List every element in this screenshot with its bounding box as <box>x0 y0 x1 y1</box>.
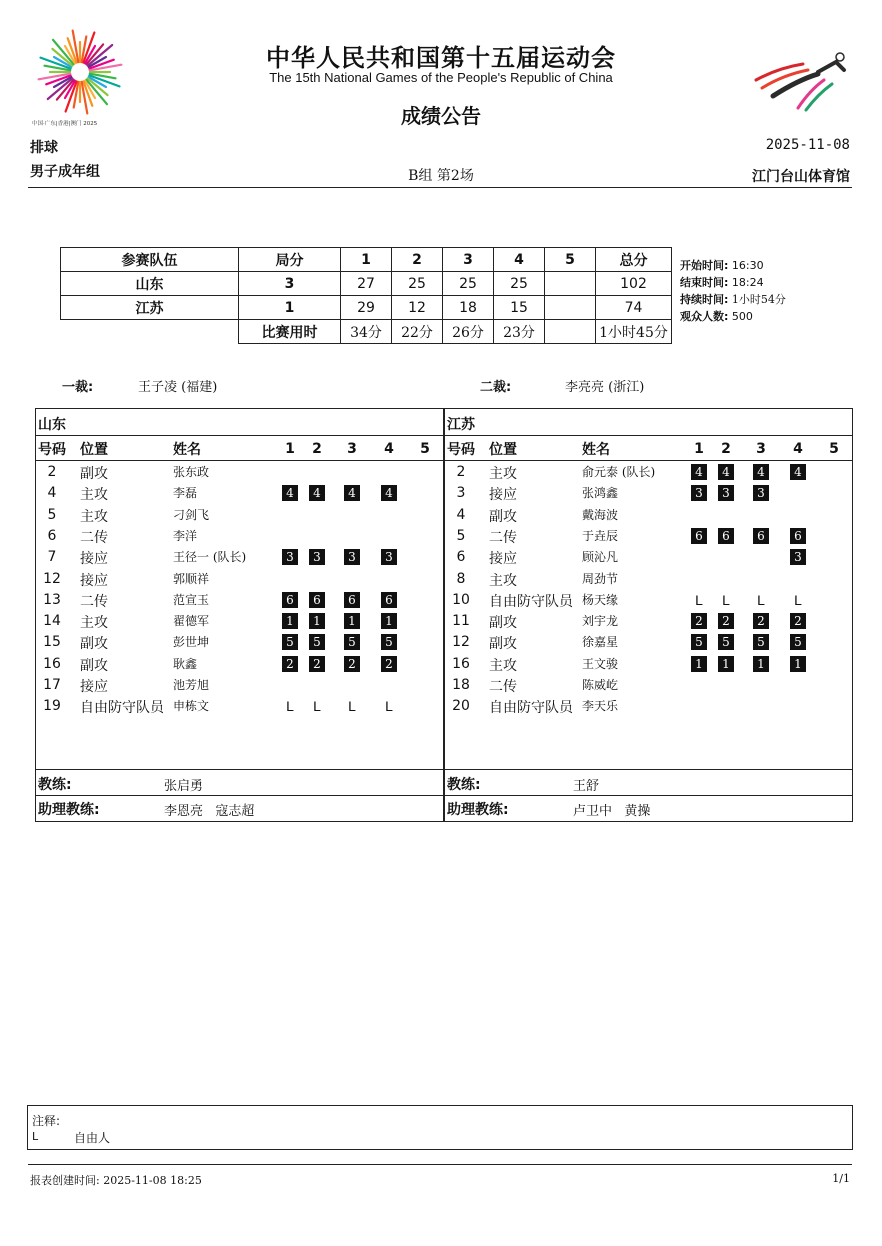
team-name: 山东 <box>61 272 239 296</box>
set-score: 25 <box>443 272 494 296</box>
set-score: 15 <box>494 296 545 320</box>
col-name: 姓名 <box>582 442 610 458</box>
starting-rotation-marker: 4 <box>691 464 707 480</box>
starting-rotation-marker: L <box>794 591 802 608</box>
starting-rotation-marker: L <box>286 698 294 715</box>
col-position: 位置 <box>489 442 517 458</box>
duration-row <box>61 320 672 344</box>
player-position: 主攻 <box>80 508 108 525</box>
player-name: 顾沁凡 <box>582 550 619 565</box>
starting-rotation-marker: 4 <box>381 485 397 501</box>
total-score: 74 <box>596 296 672 320</box>
divider <box>445 769 852 770</box>
volleyball-pictogram-icon <box>748 50 850 112</box>
player-name: 李洋 <box>173 528 198 543</box>
player-number: 12 <box>43 570 61 587</box>
coach-label: 教练: <box>447 777 481 793</box>
second-referee-label: 二裁: <box>480 380 512 395</box>
starting-rotation-marker: 2 <box>282 656 298 672</box>
duration-info-label: 持续时间: <box>680 293 729 306</box>
starting-rotation-marker: 5 <box>753 634 769 650</box>
starting-rotation-marker: 1 <box>790 656 806 672</box>
coach-name: 张启勇 <box>164 779 204 794</box>
starting-rotation-marker: L <box>757 591 765 608</box>
player-number: 19 <box>43 698 61 715</box>
assistant-coach-names: 卢卫中 黄操 <box>573 804 651 819</box>
player-row <box>445 526 852 547</box>
player-row <box>445 696 852 717</box>
starting-rotation-marker: 1 <box>381 613 397 629</box>
starting-rotation-marker: 4 <box>309 485 325 501</box>
end-time <box>680 274 764 290</box>
header-sets: 局分 <box>239 248 341 272</box>
player-number: 2 <box>456 464 466 480</box>
audience-info <box>680 308 753 324</box>
player-number: 18 <box>452 677 470 693</box>
player-number: 16 <box>43 655 61 672</box>
starting-rotation-marker: 5 <box>381 634 397 650</box>
starting-rotation-marker: 4 <box>344 485 360 501</box>
player-position: 副攻 <box>80 636 108 653</box>
set-score <box>545 296 596 320</box>
starting-rotation-marker: 1 <box>691 656 707 672</box>
player-row <box>445 462 852 483</box>
player-name: 陈威屹 <box>582 678 619 692</box>
venue-label: 江门台山体育馆 <box>752 169 850 185</box>
player-position: 副攻 <box>489 636 517 653</box>
player-row <box>36 547 443 568</box>
player-position: 副攻 <box>80 466 108 482</box>
col-set-3: 3 <box>756 441 766 457</box>
player-name: 翟德军 <box>173 614 210 629</box>
player-row <box>36 654 443 675</box>
starting-rotation-marker: 2 <box>381 656 397 672</box>
col-number: 号码 <box>447 442 475 458</box>
player-position: 主攻 <box>489 572 517 589</box>
player-position: 副攻 <box>489 615 517 632</box>
duration-label: 比赛用时 <box>239 320 341 344</box>
score-header-row <box>61 248 672 272</box>
player-name: 王径一 (队长) <box>173 550 247 565</box>
set-duration: 22分 <box>392 320 443 344</box>
start-time-label: 开始时间: <box>680 259 729 272</box>
header-set-1: 1 <box>341 248 392 272</box>
header-set-4: 4 <box>494 248 545 272</box>
first-referee: 王子凌 (福建) <box>138 380 218 395</box>
set-score: 25 <box>392 272 443 296</box>
report-created-time: 报表创建时间: 2025-11-08 18:25 <box>30 1174 202 1187</box>
player-position: 副攻 <box>80 657 108 674</box>
category-label: 男子成年组 <box>30 164 100 180</box>
starting-rotation-marker: 6 <box>753 528 769 544</box>
divider <box>36 769 443 770</box>
page-title-english: The 15th National Games of the People's Republic of China <box>269 70 613 85</box>
starting-rotation-marker: 6 <box>309 592 325 608</box>
header-divider <box>28 187 852 188</box>
player-row <box>445 675 852 696</box>
player-position: 二传 <box>489 679 517 695</box>
first-referee-label: 一裁: <box>62 380 94 395</box>
starting-rotation-marker: 4 <box>753 464 769 480</box>
set-duration <box>545 320 596 344</box>
starting-rotation-marker: 3 <box>691 485 707 501</box>
starting-rotation-marker: 4 <box>718 464 734 480</box>
player-number: 15 <box>43 634 61 651</box>
col-set-1: 1 <box>694 441 704 457</box>
audience-label: 观众人数: <box>680 310 729 323</box>
notes-title: 注释: <box>32 1114 61 1128</box>
player-number: 14 <box>43 613 61 630</box>
player-row <box>445 569 852 590</box>
col-set-3: 3 <box>347 441 357 457</box>
starting-rotation-marker: 5 <box>309 634 325 650</box>
player-position: 接应 <box>489 487 517 504</box>
starting-rotation-marker: 1 <box>344 613 360 629</box>
player-position: 主攻 <box>489 657 517 674</box>
coach-name: 王舒 <box>573 779 600 794</box>
col-name: 姓名 <box>173 442 201 458</box>
col-set-5: 5 <box>420 441 430 457</box>
set-score: 25 <box>494 272 545 296</box>
page-number: 1/1 <box>832 1172 850 1185</box>
sets-won: 3 <box>239 272 341 296</box>
starting-rotation-marker: 5 <box>691 634 707 650</box>
divider <box>36 435 443 436</box>
set-score: 29 <box>341 296 392 320</box>
starting-rotation-marker: 1 <box>718 656 734 672</box>
player-position: 二传 <box>80 529 108 546</box>
match-label: B组 第2场 <box>408 168 474 184</box>
header-set-2: 2 <box>392 248 443 272</box>
player-row <box>445 632 852 653</box>
starting-rotation-marker: 2 <box>691 613 707 629</box>
starting-rotation-marker: 3 <box>381 549 397 565</box>
team-name: 江苏 <box>447 417 475 433</box>
player-name: 申栋文 <box>173 699 210 714</box>
set-duration: 34分 <box>341 320 392 344</box>
player-row <box>36 569 443 590</box>
player-row <box>36 696 443 717</box>
starting-rotation-marker: L <box>722 591 730 608</box>
col-set-1: 1 <box>285 441 295 457</box>
team-roster-shandong <box>35 408 444 822</box>
starting-rotation-marker: L <box>348 698 356 715</box>
player-name: 刁剑飞 <box>173 507 210 522</box>
player-name: 张鸿鑫 <box>582 486 619 501</box>
player-number: 4 <box>456 506 466 523</box>
score-table <box>60 247 672 344</box>
player-row <box>36 483 443 504</box>
starting-rotation-marker: 3 <box>344 549 360 565</box>
coach-label: 教练: <box>38 777 72 793</box>
notes-box <box>27 1105 853 1150</box>
starting-rotation-marker: 6 <box>718 528 734 544</box>
player-number: 8 <box>456 570 466 587</box>
player-row <box>445 547 852 568</box>
divider <box>445 435 852 436</box>
divider <box>445 460 852 461</box>
player-number: 10 <box>452 591 470 608</box>
starting-rotation-marker: 1 <box>282 613 298 629</box>
start-time <box>680 257 764 273</box>
starting-rotation-marker: 4 <box>282 485 298 501</box>
set-score: 12 <box>392 296 443 320</box>
player-number: 20 <box>452 698 470 715</box>
player-position: 接应 <box>80 572 108 589</box>
footer-divider <box>28 1164 852 1165</box>
player-name: 徐嘉星 <box>582 635 619 650</box>
starting-rotation-marker: 4 <box>790 464 806 480</box>
player-number: 2 <box>47 464 57 480</box>
player-position: 接应 <box>80 679 108 695</box>
player-row <box>36 632 443 653</box>
player-position: 自由防守队员 <box>489 700 573 717</box>
player-row <box>36 675 443 696</box>
team-roster-jiangsu <box>444 408 853 822</box>
player-position: 自由防守队员 <box>80 700 164 717</box>
header-total: 总分 <box>596 248 672 272</box>
starting-rotation-marker: L <box>385 698 393 715</box>
divider <box>445 795 852 796</box>
player-name: 郭顺祥 <box>173 571 210 586</box>
player-number: 13 <box>43 591 61 608</box>
starting-rotation-marker: 2 <box>309 656 325 672</box>
assistant-coach-label: 助理教练: <box>447 802 509 818</box>
starting-rotation-marker: 6 <box>344 592 360 608</box>
player-number: 4 <box>47 485 57 502</box>
set-score: 27 <box>341 272 392 296</box>
duration-info <box>680 291 786 307</box>
col-number: 号码 <box>38 442 66 458</box>
set-score <box>545 272 596 296</box>
start-time-value: 16:30 <box>731 259 764 272</box>
player-position: 二传 <box>80 593 108 610</box>
second-referee: 李亮亮 (浙江) <box>565 380 645 395</box>
sets-won: 1 <box>239 296 341 320</box>
starting-rotation-marker: L <box>313 698 321 715</box>
player-number: 12 <box>452 634 470 651</box>
player-name: 李磊 <box>173 486 198 501</box>
notes-key: L <box>32 1130 39 1143</box>
player-row <box>445 590 852 611</box>
player-position: 二传 <box>489 529 517 546</box>
set-score: 18 <box>443 296 494 320</box>
player-name: 耿鑫 <box>173 656 198 671</box>
player-row <box>445 483 852 504</box>
starting-rotation-marker: 6 <box>691 528 707 544</box>
total-score: 102 <box>596 272 672 296</box>
player-name: 刘宇龙 <box>582 614 619 629</box>
col-set-4: 4 <box>793 441 803 457</box>
player-row <box>36 462 443 483</box>
player-position: 主攻 <box>80 487 108 504</box>
header-team: 参赛队伍 <box>61 248 239 272</box>
starting-rotation-marker: 6 <box>790 528 806 544</box>
player-position: 副攻 <box>489 508 517 525</box>
team-name: 江苏 <box>61 296 239 320</box>
logo-text: 中国·广东|香港|澳门 2025 <box>32 121 98 127</box>
notes-description: 自由人 <box>74 1131 111 1145</box>
player-name: 戴海波 <box>582 507 619 522</box>
col-set-2: 2 <box>312 441 322 457</box>
starting-rotation-marker: 5 <box>344 634 360 650</box>
player-number: 5 <box>456 527 466 544</box>
score-row <box>61 272 672 296</box>
assistant-coach-names: 李恩亮 寇志超 <box>164 804 255 819</box>
player-number: 7 <box>47 549 57 566</box>
team-name: 山东 <box>38 417 66 433</box>
player-row <box>36 505 443 526</box>
player-number: 5 <box>47 506 57 523</box>
starting-rotation-marker: 3 <box>309 549 325 565</box>
player-name: 王文骏 <box>582 656 619 671</box>
starting-rotation-marker: 1 <box>309 613 325 629</box>
player-name: 彭世坤 <box>173 635 210 650</box>
player-name: 杨天缘 <box>582 592 619 607</box>
set-duration: 26分 <box>443 320 494 344</box>
player-row <box>445 505 852 526</box>
audience-value: 500 <box>731 310 753 323</box>
starting-rotation-marker: 6 <box>381 592 397 608</box>
starting-rotation-marker: 1 <box>753 656 769 672</box>
player-name: 周劲节 <box>582 571 619 586</box>
player-name: 范宣玉 <box>173 592 210 607</box>
player-position: 接应 <box>80 551 108 568</box>
duration-spacer <box>61 320 239 344</box>
player-row <box>445 611 852 632</box>
starting-rotation-marker: 3 <box>282 549 298 565</box>
sport-label: 排球 <box>30 140 58 156</box>
divider <box>36 460 443 461</box>
starting-rotation-marker: 5 <box>790 634 806 650</box>
report-subtitle: 成绩公告 <box>401 104 481 128</box>
player-position: 自由防守队员 <box>489 593 573 610</box>
player-name: 池芳旭 <box>173 678 210 692</box>
player-number: 6 <box>47 527 57 544</box>
col-set-2: 2 <box>721 441 731 457</box>
player-row <box>445 654 852 675</box>
player-row <box>36 611 443 632</box>
player-row <box>36 590 443 611</box>
starting-rotation-marker: 3 <box>718 485 734 501</box>
player-position: 主攻 <box>489 466 517 482</box>
starting-rotation-marker: 2 <box>718 613 734 629</box>
player-number: 17 <box>43 677 61 693</box>
score-row <box>61 296 672 320</box>
starting-rotation-marker: 3 <box>790 549 806 565</box>
duration-info-value: 1小时54分 <box>731 293 786 306</box>
player-name: 于垚辰 <box>582 528 619 543</box>
player-number: 11 <box>452 613 470 630</box>
starting-rotation-marker: L <box>695 591 703 608</box>
total-duration: 1小时45分 <box>596 320 672 344</box>
player-name: 俞元泰 (队长) <box>582 465 656 479</box>
match-date: 2025-11-08 <box>765 137 850 153</box>
page-title: 中华人民共和国第十五届运动会 <box>266 44 616 72</box>
header-set-5: 5 <box>545 248 596 272</box>
starting-rotation-marker: 2 <box>790 613 806 629</box>
col-set-5: 5 <box>829 441 839 457</box>
starting-rotation-marker: 3 <box>753 485 769 501</box>
starting-rotation-marker: 5 <box>282 634 298 650</box>
player-number: 16 <box>452 655 470 672</box>
end-time-value: 18:24 <box>731 276 764 289</box>
header-set-3: 3 <box>443 248 494 272</box>
player-name: 李天乐 <box>582 699 619 714</box>
player-number: 3 <box>456 485 466 502</box>
player-row <box>36 526 443 547</box>
col-position: 位置 <box>80 442 108 458</box>
player-number: 6 <box>456 549 466 566</box>
set-duration: 23分 <box>494 320 545 344</box>
col-set-4: 4 <box>384 441 394 457</box>
player-name: 张东政 <box>173 465 210 479</box>
starting-rotation-marker: 5 <box>718 634 734 650</box>
player-position: 接应 <box>489 551 517 568</box>
end-time-label: 结束时间: <box>680 276 729 289</box>
starting-rotation-marker: 2 <box>344 656 360 672</box>
player-position: 主攻 <box>80 615 108 632</box>
assistant-coach-label: 助理教练: <box>38 802 100 818</box>
divider <box>36 795 443 796</box>
starting-rotation-marker: 6 <box>282 592 298 608</box>
starting-rotation-marker: 2 <box>753 613 769 629</box>
